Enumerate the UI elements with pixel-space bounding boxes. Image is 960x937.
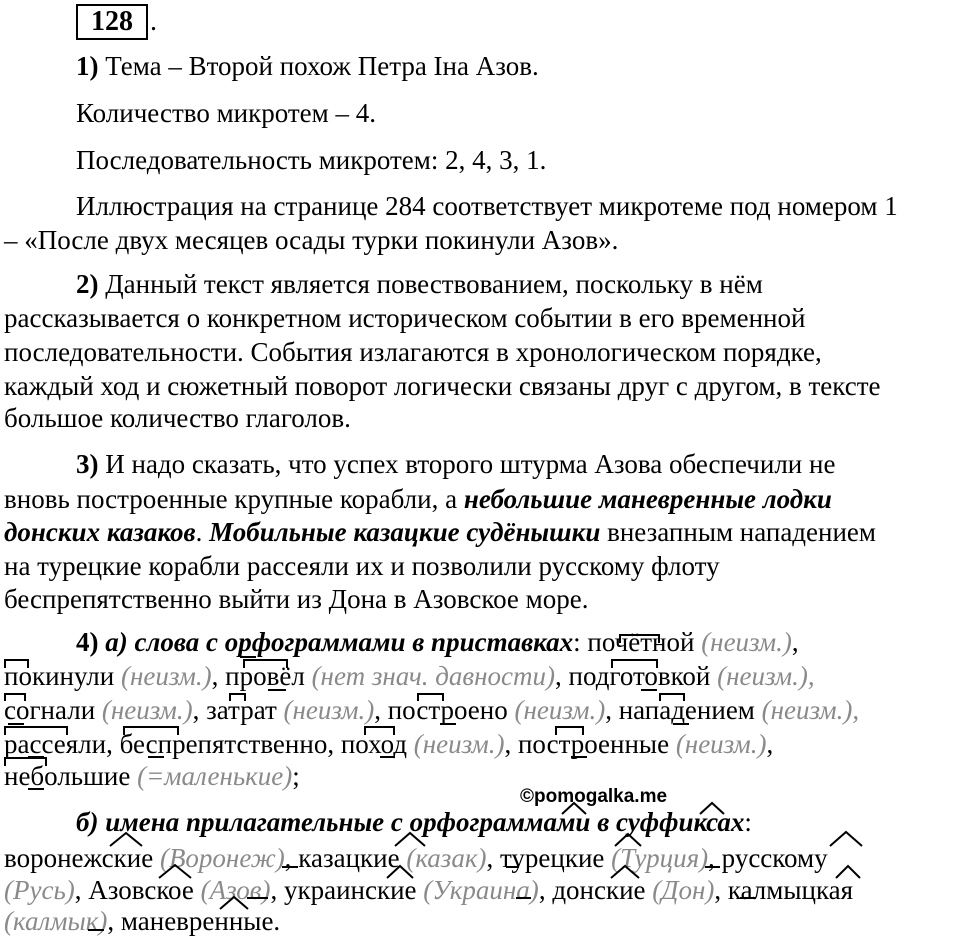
- p3-text3b: .: [195, 517, 210, 547]
- note: (калмык): [4, 906, 108, 936]
- p4b-line2: [4, 874, 960, 906]
- note: (нет знач. давности): [311, 661, 556, 691]
- note: (неизм.),: [717, 661, 815, 691]
- p4-colon: :: [573, 627, 581, 657]
- note: (Азов): [200, 875, 271, 905]
- note: (неизм.): [101, 695, 193, 725]
- word-pokinuli: покинули: [4, 661, 121, 691]
- p3-text1: И надо сказать, что успех второго штурма Азова обеспечили не: [98, 449, 836, 479]
- p3-line4: на турецкие корабли рассеяли их и позволили русскому флоту: [4, 551, 720, 581]
- p3-line5: беспрепятственно выйти из Дона в Азовское море.: [4, 584, 589, 614]
- word-azovskoe: , Азовское: [74, 875, 201, 905]
- word-voronezhskie: воронежские: [4, 843, 160, 873]
- p4-colon-b: :: [744, 807, 752, 837]
- p4-line5: [4, 760, 960, 792]
- word-pochetnoy: почётной: [580, 627, 702, 657]
- word-ukrainskie: , украинские: [270, 875, 424, 905]
- p4-heading-a: а) слова с орфограммами в приставках: [98, 627, 574, 657]
- p3-line3: [4, 516, 960, 548]
- punct: ,: [766, 729, 774, 759]
- note: (неизм.): [283, 695, 375, 725]
- note: (казак): [406, 843, 487, 873]
- word-zatrat: , затрат: [192, 695, 284, 725]
- watermark: ©pomogalka.me: [520, 786, 668, 807]
- word-russkomu: , русскому: [708, 843, 828, 873]
- note: (неизм.): [413, 729, 505, 759]
- note: (Русь): [4, 875, 75, 905]
- word-postroennye: , построенные: [504, 729, 676, 759]
- p2-line4: каждый ход и сюжетный поворот логически связаны друг с другом, в тексте: [4, 371, 881, 401]
- p3-emphasis3: Мобильные казацкие судёнышки: [209, 517, 601, 547]
- note: (Украина): [423, 875, 539, 905]
- p3-label: 3): [76, 449, 99, 479]
- word-podgotovkoy: , подготовкой: [555, 661, 718, 691]
- note: (=маленькие): [137, 761, 293, 791]
- p4-heading-a-line: [4, 626, 960, 658]
- p1-label: 1): [76, 51, 99, 81]
- p1-count: Количество микротем – 4.: [76, 98, 376, 128]
- note: (неизм.),: [761, 695, 860, 725]
- punct: ,: [791, 627, 799, 657]
- word-napadeniem: , нападением: [605, 695, 762, 725]
- p4-line4: [4, 728, 960, 760]
- p4-heading-b: б) имена прилагательные с орфограммами в суффиксах: [76, 807, 745, 837]
- p3-line1: [4, 448, 960, 480]
- exercise-number: 128: [76, 4, 148, 40]
- note: (неизм.): [675, 729, 767, 759]
- word-kazatskie: , казацкие: [284, 843, 407, 873]
- p2-line1: [4, 268, 960, 300]
- p1-illustration-line1: Иллюстрация на странице 284 соответствует микротеме под номером 1: [76, 191, 898, 221]
- p3-text2a: вновь построенные крупные корабли, а: [4, 484, 464, 514]
- p4b-line3: [4, 905, 960, 937]
- word-postroeno: , построено: [374, 695, 515, 725]
- p3-text3d: внезапным нападением: [600, 517, 876, 547]
- p4-line3: [4, 694, 960, 726]
- word-sognali: согнали: [4, 695, 102, 725]
- note: (неизм.): [120, 661, 212, 691]
- word-provel: , провёл: [211, 661, 312, 691]
- p1-theme-line: [4, 50, 960, 82]
- p2-line3: последовательности. События излагаются в хронологическом порядке,: [4, 337, 822, 367]
- p4-line2: [4, 660, 960, 692]
- note: (Воронеж): [159, 843, 285, 873]
- word-manevrennye: , маневренные.: [107, 906, 281, 936]
- exercise-number-dot: .: [150, 6, 157, 37]
- word-donskie: , донские: [538, 875, 653, 905]
- p2-label: 2): [76, 269, 99, 299]
- punct: ;: [292, 761, 300, 791]
- note: (неизм.): [514, 695, 606, 725]
- note: (Турция): [611, 843, 709, 873]
- p3-line2: [4, 483, 960, 515]
- note: (Дон): [652, 875, 715, 905]
- words-rasseyali-pohod: рассеяли, беспрепятственно, поход: [4, 729, 414, 759]
- p4b-line1: [4, 842, 960, 874]
- p1-theme: Тема – Второй похож Петра Іна Азов.: [98, 51, 539, 81]
- p2-text1: Данный текст является повествованием, поскольку в нём: [98, 269, 763, 299]
- p3-emphasis2: донских казаков: [4, 517, 196, 547]
- p2-line5: большое количество глаголов.: [4, 403, 351, 433]
- p2-line2: рассказывается о конкретном историческом событии в его временной: [4, 303, 806, 333]
- note: (неизм.): [701, 627, 792, 657]
- word-nebolshie: небольшие: [4, 761, 138, 791]
- word-turetskie: , турецкие: [486, 843, 612, 873]
- p1-sequence: Последовательность микротем: 2, 4, 3, 1.: [76, 145, 547, 175]
- p4-heading-b-line: [4, 806, 960, 838]
- p1-illustration-line2: – «После двух месяцев осады турки покинули Азов».: [4, 225, 619, 255]
- p3-emphasis1: небольшие маневренные лодки: [463, 484, 832, 514]
- word-kalmytskaya: , калмыцкая: [714, 875, 854, 905]
- p4-label: 4): [76, 627, 99, 657]
